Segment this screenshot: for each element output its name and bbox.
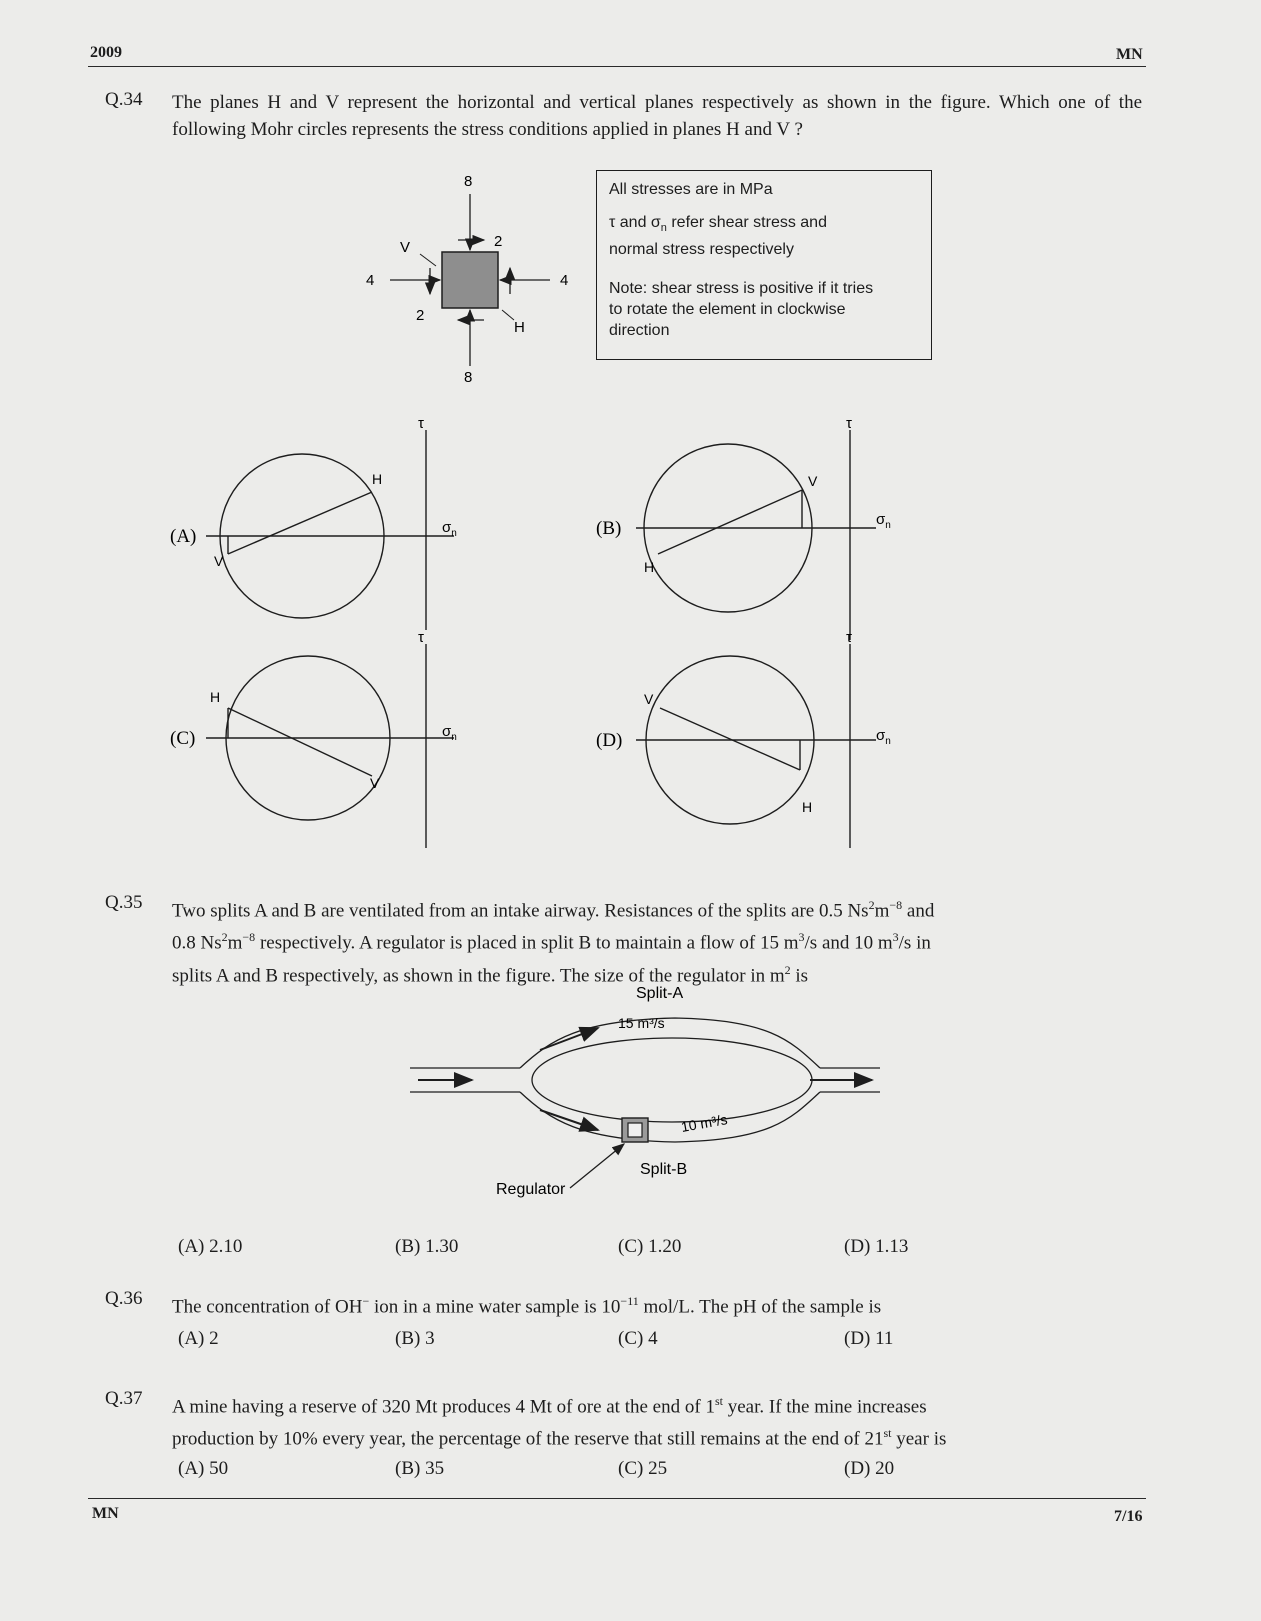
option-b-mohr[interactable] — [596, 420, 891, 640]
option-c-label: (C) — [170, 728, 196, 749]
option-a-mohr[interactable] — [170, 420, 457, 630]
footer-rule — [88, 1498, 1146, 1499]
svg-text:V: V — [644, 691, 654, 707]
note-line2: τ and $\sigma_n$ refer shear stress and — [609, 214, 827, 235]
note-line6: direction — [609, 322, 670, 340]
q36-option-b[interactable]: (B) 3 — [395, 1328, 435, 1349]
q35-text: Two splits A and B are ventilated from an intake airway. Resistances of the splits are 0.5 $Ns^2m^{-8}$ and 0.8 $Ns^2m^{-8}$ respectively. A regulator is placed in split B to maintain a flow of 15 $m^3/s$ and 10 $m^3/s$ in splits A and B respectively, as shown in the figure. The size of the regulator in $m^2$ is — [172, 898, 935, 986]
note-line1: All stresses are in MPa — [609, 181, 773, 198]
q36-number: Q.36 — [105, 1288, 143, 1309]
note-box — [596, 170, 932, 360]
q36-option-a[interactable]: (A) 2 — [178, 1328, 219, 1349]
q36-option-d[interactable]: (D) 11 — [844, 1328, 894, 1349]
svg-text:σn: $\sigma_n$ — [876, 727, 891, 747]
plane-h-label: H — [514, 319, 525, 336]
option-c-mohr[interactable] — [170, 629, 457, 848]
q37-option-d[interactable]: (D) 20 — [844, 1458, 895, 1479]
svg-text:τ: τ — [846, 420, 852, 432]
header-code: MN — [1116, 46, 1143, 63]
airway-figure — [410, 980, 880, 1200]
option-d-label: (D) — [596, 730, 623, 751]
option-a-label: (A) — [170, 526, 197, 547]
shear-top: 2 — [494, 233, 503, 250]
svg-text:V: V — [370, 775, 380, 791]
split-a-label: Split-A — [636, 985, 684, 1002]
svg-text:τ: τ — [418, 629, 424, 646]
header-rule — [88, 66, 1146, 67]
h-stress-right: 4 — [560, 272, 569, 289]
plane-v-label: V — [400, 239, 411, 256]
q35-option-b[interactable]: (B) 1.30 — [395, 1236, 459, 1257]
stress-element-figure — [360, 170, 600, 400]
q35-option-a[interactable]: (A) 2.10 — [178, 1236, 243, 1257]
q36-text: The concentration of OH− ion in a mine water sample is $10^{-11}$ mol/L. The pH of the sample is — [172, 1294, 882, 1318]
flow-b-label: 10 m³/s — [679, 1111, 729, 1135]
q37-option-b[interactable]: (B) 35 — [395, 1458, 445, 1479]
svg-text:σn: $\sigma_n$ — [442, 519, 457, 539]
option-b-label: (B) — [596, 518, 622, 539]
svg-text:V: V — [808, 473, 818, 489]
note-line5: to rotate the element in clockwise — [609, 301, 846, 319]
flow-a-label: 15 m³/s — [618, 1015, 665, 1031]
svg-text:τ: τ — [846, 629, 852, 646]
q35-number: Q.35 — [105, 892, 143, 913]
footer-code: MN — [92, 1505, 119, 1522]
v-stress-top: 8 — [464, 173, 473, 190]
svg-text:V: V — [214, 553, 224, 569]
q37-text: A mine having a reserve of 320 Mt produces 4 Mt of ore at the end of 1st year. If the mine increases production by 10% every year, the percentage of the reserve that still remains at the end of 21st year is — [172, 1394, 947, 1450]
q35-option-d[interactable]: (D) 1.13 — [844, 1236, 909, 1257]
note-line4: Note: shear stress is positive if it tries — [609, 280, 874, 298]
q35-option-c[interactable]: (C) 1.20 — [618, 1236, 682, 1257]
header-year: 2009 — [90, 44, 122, 61]
svg-text:H: H — [210, 689, 221, 705]
q37-number: Q.37 — [105, 1388, 143, 1409]
option-d-mohr[interactable] — [596, 629, 891, 848]
regulator-label: Regulator — [496, 1181, 566, 1198]
q34-text: The planes H and V represent the horizontal and vertical planes respectively as shown in the figure. Which one of the following Mohr circles represents the stress conditions applied in planes H and V ? — [172, 92, 1142, 140]
svg-text:σn: $\sigma_n$ — [442, 723, 457, 743]
note-line3: normal stress respectively — [609, 241, 794, 259]
svg-text:H: H — [644, 559, 655, 575]
q34-number: Q.34 — [105, 89, 143, 110]
svg-text:τ: τ — [418, 420, 424, 432]
svg-text:H: H — [802, 799, 813, 815]
shear-bottom: 2 — [416, 307, 425, 324]
h-stress-left: 4 — [366, 272, 375, 289]
svg-text:H: H — [372, 471, 383, 487]
q36-option-c[interactable]: (C) 4 — [618, 1328, 658, 1349]
split-b-label: Split-B — [640, 1161, 688, 1178]
footer-page: 7/16 — [1114, 1508, 1143, 1525]
q37-option-c[interactable]: (C) 25 — [618, 1458, 668, 1479]
mohr-circles-figure — [160, 420, 1140, 850]
q37-option-a[interactable]: (A) 50 — [178, 1458, 229, 1479]
stress-element — [442, 252, 498, 308]
v-stress-bottom: 8 — [464, 369, 473, 386]
svg-text:σn: $\sigma_n$ — [876, 511, 891, 531]
